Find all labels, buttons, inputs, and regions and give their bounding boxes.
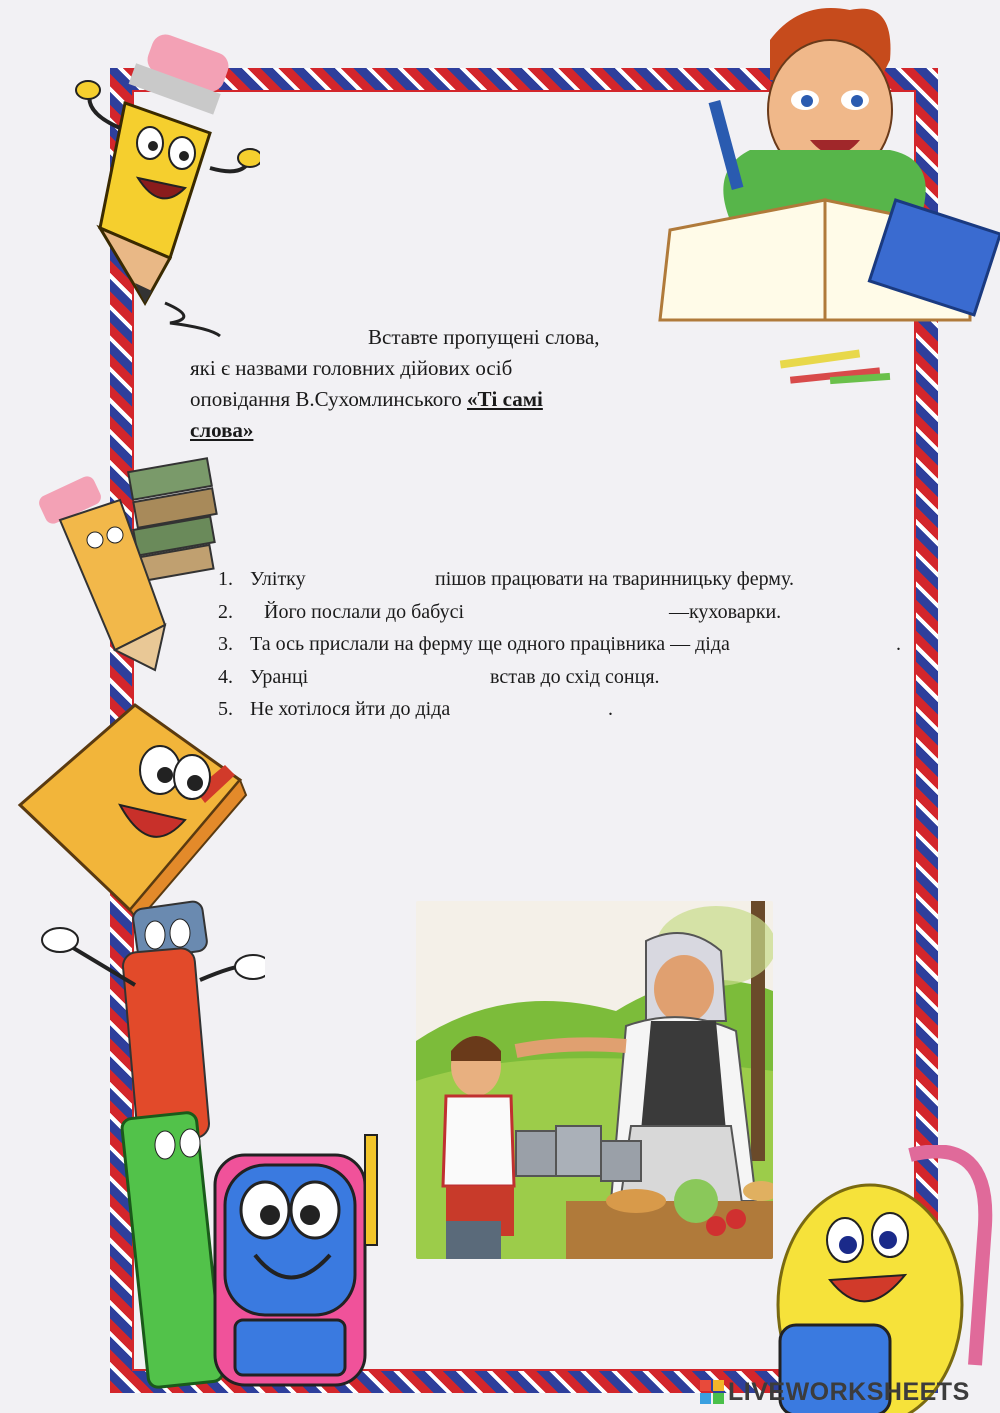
- answer-input-5[interactable]: [493, 696, 603, 722]
- task-item-5: [218, 696, 918, 729]
- yellow-backpack-character-icon: [760, 1145, 1000, 1413]
- task-item-4: [218, 664, 918, 697]
- task-number: 5.: [218, 698, 233, 721]
- task-number: 3.: [218, 633, 233, 656]
- task-number: 2.: [218, 600, 233, 623]
- task-text-before: Та ось прислали на ферму ще одного працівника — діда: [250, 633, 730, 656]
- watermark-text: LIVEWORKSHEETS: [728, 1377, 970, 1406]
- task-text-before: Не хотілося йти до діда: [250, 698, 451, 721]
- task-number: 1.: [218, 568, 233, 590]
- liveworksheets-watermark: [700, 1378, 970, 1406]
- boy-reading-book-icon: [650, 0, 1000, 400]
- instruction-line-1: Вставте пропущені слова,: [368, 325, 600, 349]
- task-text-before: Уранці: [250, 665, 309, 688]
- liveworksheets-logo-icon: [700, 1380, 724, 1404]
- book-character-icon: [10, 695, 250, 925]
- answer-input-2[interactable]: [508, 599, 668, 625]
- task-text-before: Його послали до бабусі: [264, 600, 465, 623]
- grandmother-and-boy-at-farm-illustration: [416, 901, 773, 1259]
- task-text-after: .: [608, 698, 613, 721]
- pencil-character-icon: [60, 18, 260, 338]
- answer-input-3[interactable]: [823, 631, 893, 657]
- task-text-after: .: [896, 633, 901, 656]
- task-item-1: [218, 566, 918, 599]
- task-list: [218, 566, 918, 729]
- task-item-2: [218, 599, 918, 632]
- instruction-block: [190, 322, 640, 446]
- school-backpack-character-icon: [95, 1095, 395, 1413]
- task-text-after: —куховарки.: [669, 600, 782, 623]
- task-item-3: [218, 631, 918, 664]
- task-text-after: пішов працювати на тваринницьку ферму.: [435, 568, 794, 590]
- answer-input-4[interactable]: [328, 664, 478, 690]
- pencil-with-books-icon: [35, 455, 225, 675]
- answer-input-1[interactable]: [328, 566, 428, 592]
- instruction-line-2: які є назвами головних дійових осіб: [190, 356, 513, 380]
- instruction-line-3: оповідання В.Сухомлинського: [190, 387, 468, 411]
- story-title-part-2: слова»: [190, 418, 254, 442]
- task-number: 4.: [218, 665, 233, 688]
- task-text-after: встав до схід сонця.: [490, 665, 660, 688]
- story-title-part-1: «Ті самі: [467, 387, 543, 411]
- task-text-before: Улітку: [250, 568, 306, 590]
